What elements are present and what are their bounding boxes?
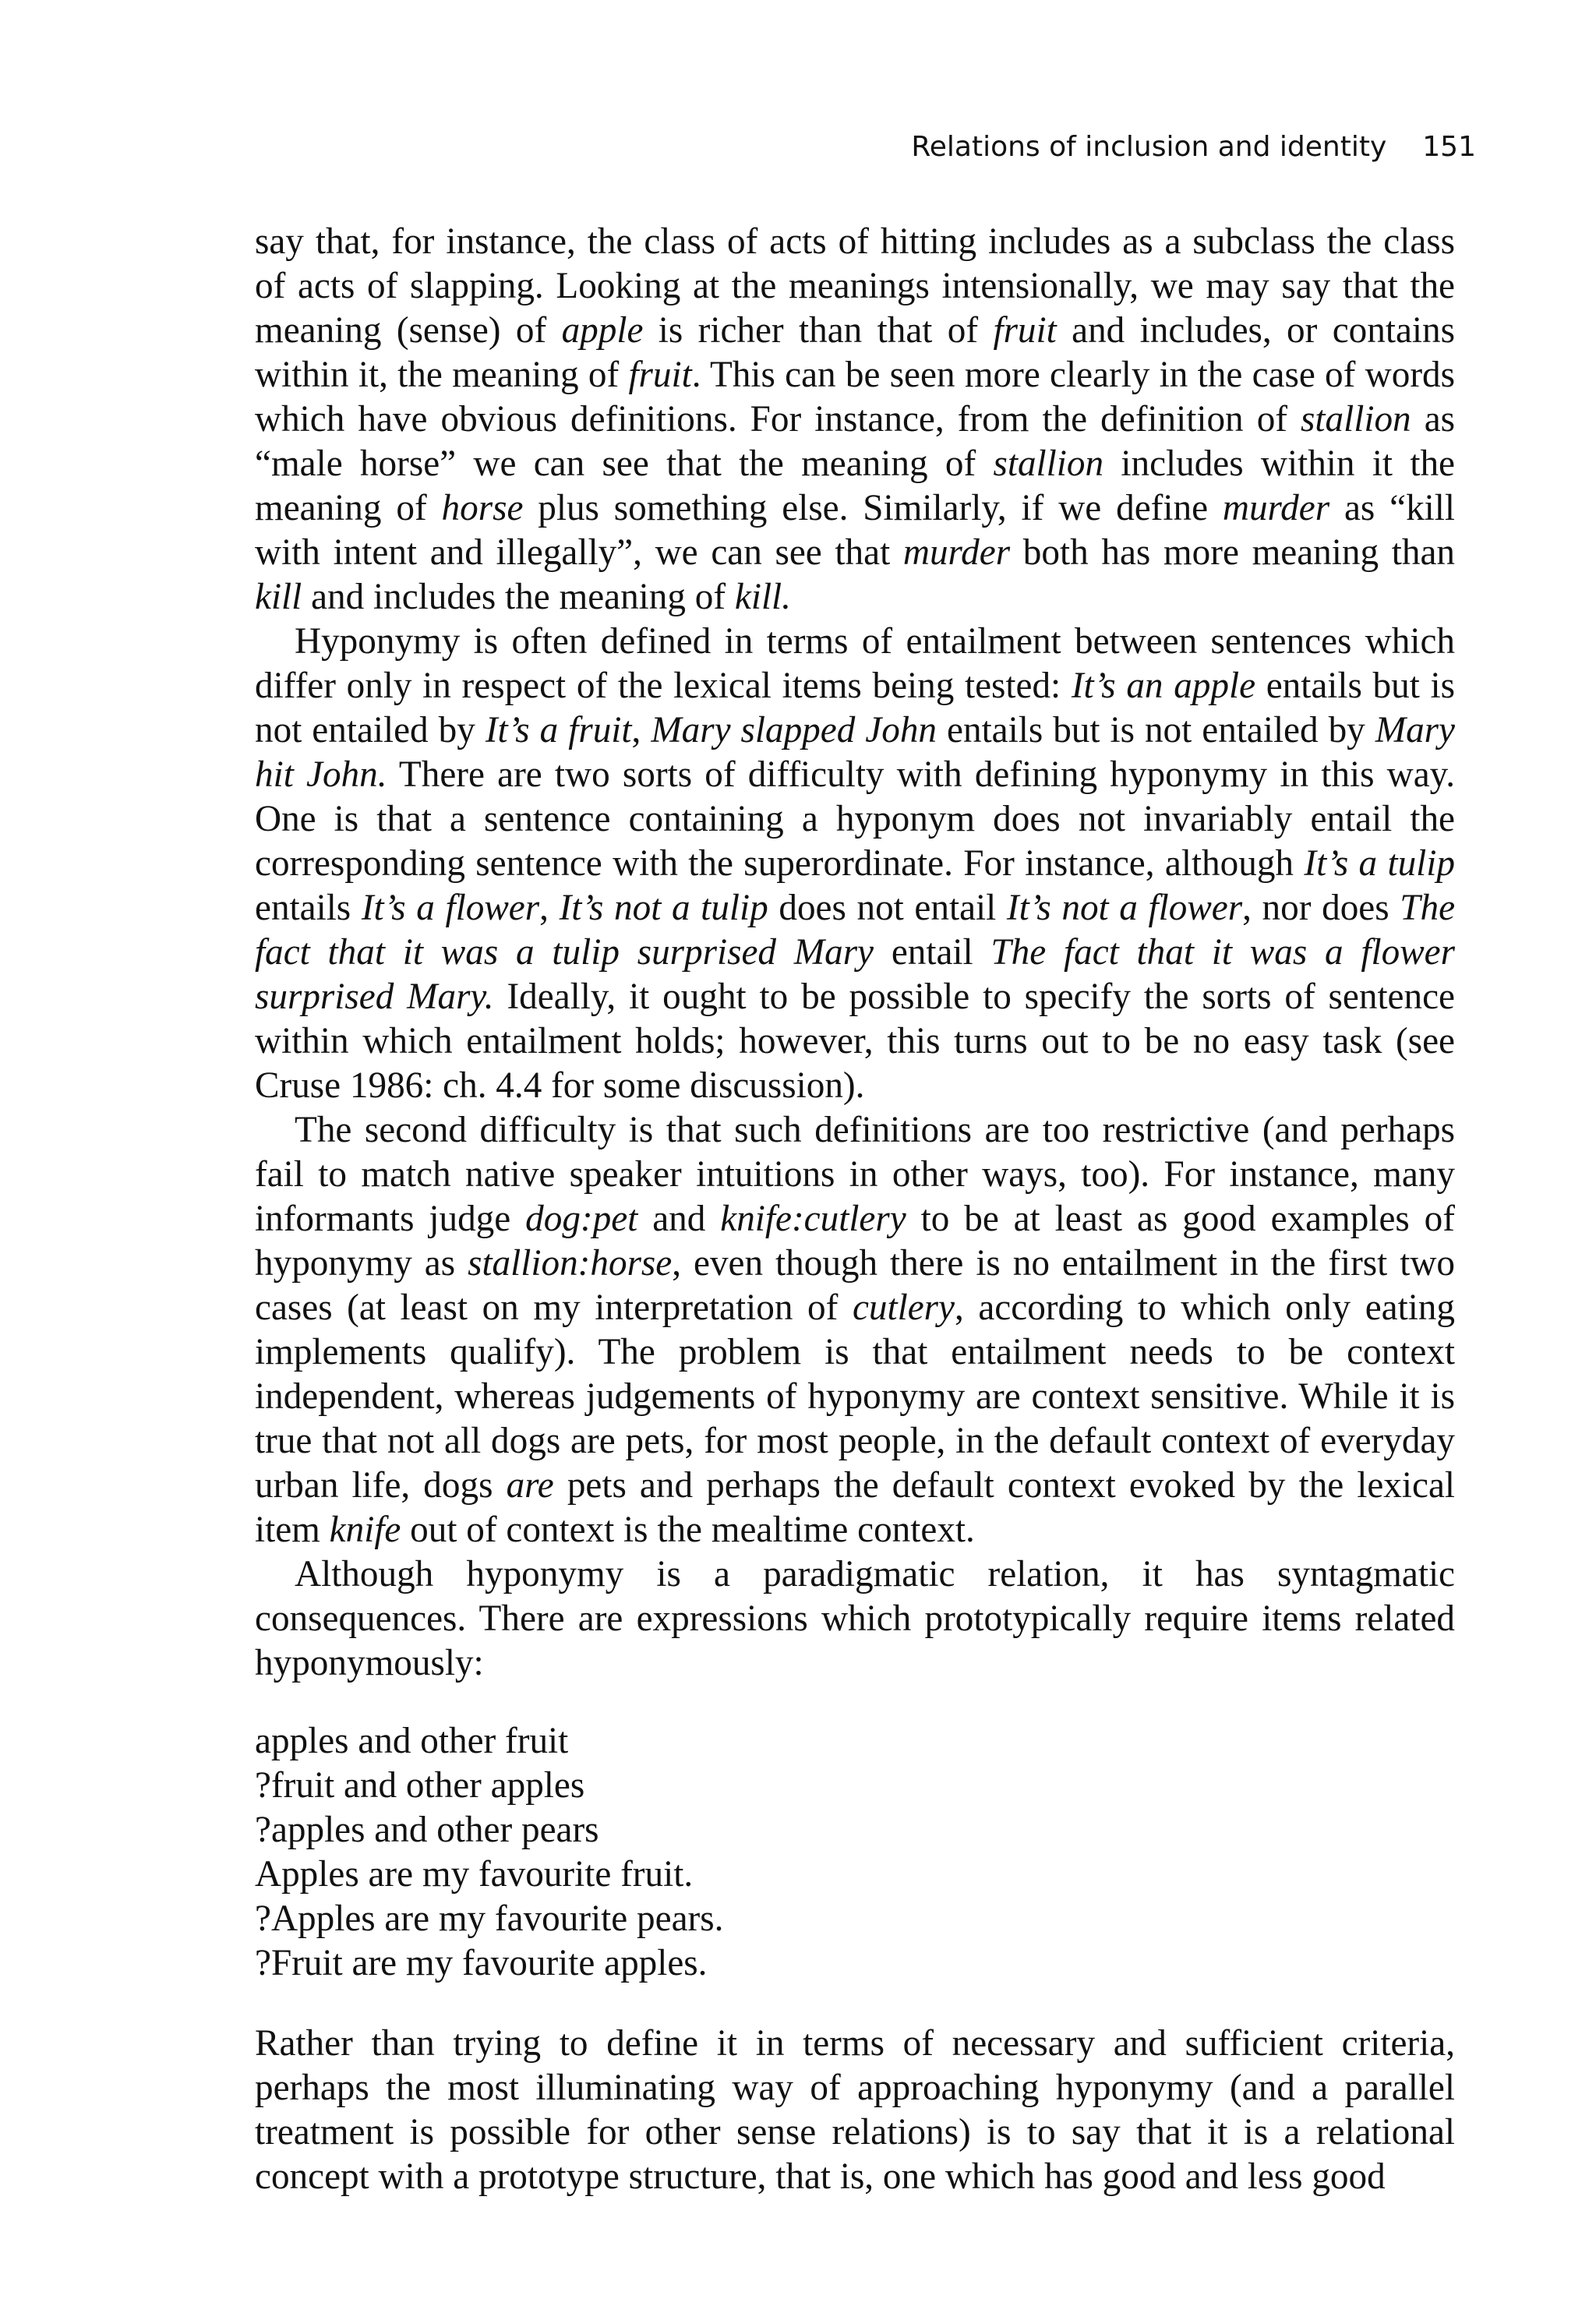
paragraph-4: Although hyponymy is a paradigmatic relation, it has syntagmatic consequences. There are expressions which prototypically require items related hyponymously: bbox=[255, 1554, 1455, 1683]
text-run: out of context is the mealtime context. bbox=[401, 1510, 975, 1550]
text-run: Ideally, it ought to be possible to specify the sorts of sentence within which entailment holds; however, this turns out to be no easy task (see Cruse 1986: ch. 4.4 for some discussion). bbox=[255, 976, 1455, 1106]
body-text bbox=[255, 220, 1455, 2199]
italic-example: The fact that it was a tulip surprised Mary bbox=[255, 888, 1456, 973]
example-line: ?Apples are my favourite pears. bbox=[255, 1898, 724, 1939]
running-title: Relations of inclusion and identity bbox=[911, 131, 1387, 163]
example-line: ?apples and other pears bbox=[255, 1810, 599, 1850]
italic-example: It’s a tulip bbox=[1304, 843, 1455, 884]
italic-term: stallion:horse bbox=[468, 1243, 673, 1284]
italic-term: dog:pet bbox=[525, 1199, 638, 1239]
text-run: both has more meaning than bbox=[1010, 532, 1455, 573]
example-line: ?Fruit are my favourite apples. bbox=[255, 1943, 708, 1983]
paragraph-5: Rather than trying to define it in terms of necessary and sufficient criteria, perhaps the most illuminating way of approaching hyponymy (and a parallel treatment is possible for other sense relations) is to say that it is a relational concept with a prototype structure, that is, one which has good and less good bbox=[255, 2023, 1455, 2197]
text-run: , nor does bbox=[1242, 888, 1400, 928]
italic-term: stallion bbox=[1301, 399, 1411, 440]
text-run: includes within it the meaning of bbox=[255, 443, 1455, 528]
italic-term: kill. bbox=[734, 577, 791, 617]
text-run: There are two sorts of difficulty with defining hyponymy in this way. One is that a sentence containing a hyponym does not invariably entail the corresponding sentence with the superordinate. For instance, although bbox=[255, 754, 1455, 884]
text-run: and includes, or contains within it, the meaning of bbox=[255, 310, 1455, 395]
text-run: , according to which only eating implements qualify). The problem is that entailment needs to be context independent, whereas judgements of hyponymy are context sensitive. While it is true that not all dogs are pets, for most people, in the default context of everyday urban life, dogs bbox=[255, 1287, 1455, 1506]
italic-term: apple bbox=[561, 310, 644, 351]
paragraph-2 bbox=[255, 620, 1455, 1108]
italic-term: murder bbox=[902, 532, 1011, 573]
italic-term: kill bbox=[255, 577, 302, 617]
italic-term: cutlery bbox=[852, 1287, 955, 1328]
italic-term: fruit bbox=[993, 310, 1057, 351]
text-run: , even though there is no entailment in the first two cases (at least on my interpretation of bbox=[255, 1243, 1455, 1328]
text-run: entails bbox=[255, 888, 362, 928]
italic-term: are bbox=[506, 1465, 554, 1506]
italic-term: stallion bbox=[993, 443, 1104, 484]
text-run: . This can be seen more clearly in the case of words which have obvious definitions. For instance, from the definition of bbox=[255, 355, 1455, 440]
italic-example: The fact that it was a flower surprised Mary. bbox=[255, 932, 1455, 1017]
text-run: plus something else. Similarly, if we define bbox=[523, 488, 1223, 528]
text-run: The second difficulty is that such definitions are too restrictive (and perhaps fail to match native speaker intuitions in other ways, too). For instance, many informants judge bbox=[255, 1110, 1455, 1239]
italic-term: knife:cutlery bbox=[720, 1199, 906, 1239]
text-run: and bbox=[637, 1199, 721, 1239]
italic-term: murder bbox=[1222, 488, 1330, 528]
text-run: , bbox=[539, 888, 560, 928]
text-run: pets and perhaps the default context evoked by the lexical item bbox=[255, 1465, 1455, 1550]
text-run: is richer than that of bbox=[643, 310, 994, 351]
italic-example: It’s a fruit bbox=[485, 710, 632, 750]
italic-example: Mary hit John. bbox=[255, 710, 1455, 795]
paragraph-1 bbox=[255, 220, 1455, 620]
italic-example: It’s not a flower bbox=[1006, 888, 1243, 928]
text-run: to be at least as good examples of hyponymy as bbox=[255, 1199, 1455, 1284]
italic-term: knife bbox=[329, 1510, 401, 1550]
italic-example: It’s not a tulip bbox=[559, 888, 768, 928]
italic-term: horse bbox=[441, 488, 524, 528]
example-line: ?fruit and other apples bbox=[255, 1765, 585, 1806]
example-line: Apples are my favourite fruit. bbox=[255, 1854, 694, 1895]
example-list bbox=[255, 1719, 1455, 1986]
example-line: apples and other fruit bbox=[255, 1721, 569, 1761]
text-run: does not entail bbox=[768, 888, 1007, 928]
page-number: 151 bbox=[1422, 131, 1476, 163]
text-run: entail bbox=[874, 932, 991, 973]
text-run: entails but is not entailed by bbox=[937, 710, 1375, 750]
text-run: and includes the meaning of bbox=[302, 577, 735, 617]
text-run: , bbox=[631, 710, 651, 750]
text-run: entails but is not entailed by bbox=[255, 666, 1455, 750]
italic-example: It’s an apple bbox=[1071, 666, 1256, 706]
italic-example: Mary slapped John bbox=[651, 710, 937, 750]
paragraph-3 bbox=[255, 1108, 1455, 1552]
running-head bbox=[255, 131, 1476, 163]
text-run: as “male horse” we can see that the meaning of bbox=[255, 399, 1455, 484]
text-run: Hyponymy is often defined in terms of entailment between sentences which differ only in respect of the lexical items being tested: bbox=[255, 621, 1455, 706]
italic-example: It’s a flower bbox=[361, 888, 540, 928]
text-run: as “kill with intent and illegally”, we can see that bbox=[255, 488, 1455, 573]
text-run: say that, for instance, the class of acts of hitting includes as a subclass the class of acts of slapping. Looking at the meanings intensionally, we may say that the meaning (sense) of bbox=[255, 221, 1455, 351]
italic-term: fruit bbox=[628, 355, 692, 395]
